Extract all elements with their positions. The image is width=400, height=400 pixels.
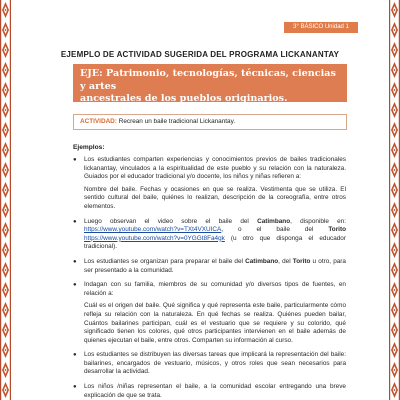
eje-line-1: EJE: Patrimonio, tecnologías, técnicas, ciencias y artes [80,68,336,92]
grade-unit-badge: 3° BÁSICO Unidad 1 [284,22,358,33]
decorative-border-left [0,0,11,400]
list-item-detail: Cuál es el origen del baile. Qué significa y qué representa este baile, particularmente cómo refleja su relación con la naturaleza. En qué fechas se realiza. Quiénes pueden bailar, Cuántos bailarines participan, cuál es el vestuario que se requiere y su colorido, qué significado tienen los colores, qué otros participantes intervienen en el baile además de quienes ejecutan el baile, entre otros. Comparten su información al curso. [84,302,346,344]
activity-box [73,114,347,130]
examples-heading: Ejemplos: [73,144,105,151]
list-item: ● Los estudiantes comparten experiencias y conocimientos previos de bailes tradicionales lickanantay, vinculados a la espiritualidad de este pueblo y su relación con la naturaleza. Guiados por el educador tradicional y/o docente, los niños y niñas refieren a: [73,156,346,181]
bullet-icon: ● [73,218,77,225]
bullet-icon: ● [73,352,77,359]
decorative-border-right [389,0,400,400]
video-link-catimbano[interactable]: https://www.youtube.com/watch?v=TXt4VXUICA [84,226,222,234]
eje-line-2: ancestrales de los pueblos originarios. [80,93,288,104]
examples-list [73,156,346,400]
activity-label: ACTIVIDAD: [80,118,117,125]
document-title: EJEMPLO DE ACTIVIDAD SUGERIDA DEL PROGRAMA LICKANANTAY [60,50,340,59]
list-item: ● Indagan con su familia, miembros de su comunidad y/o diversos tipos de fuentes, en relación a: [73,281,346,297]
bullet-icon: ● [73,282,77,289]
list-item: ● Los estudiantes se organizan para preparar el baile del Catimbano, del Torito u otro, para ser presentado a la comunidad. [73,257,346,274]
bullet-icon: ● [73,258,77,265]
list-item: ● Luego observan el video sobre el baile del Catimbano, disponible en: https://www.youtube.com/watch?v=TXt4VXUICA, o el baile del Torito https://www.youtube.com/watch?v=0YGGt8Fa4gk (u otro que disponga el educador tradicional). [73,217,346,251]
list-item-detail: Nombre del baile. Fechas y ocasiones en que se realiza. Vestimenta que se utiliza. El sentido cultural del baile, quiénes lo realizan, descripción de la coreografía, entre otros elementos. [84,185,346,210]
bullet-icon: ● [73,157,77,163]
video-link-torito[interactable]: https://www.youtube.com/watch?v=0YGGt8Fa4gk [84,234,225,242]
eje-banner [73,64,347,102]
list-item: ● Los estudiantes se distribuyen las diversas tareas que implicará la representación del baile: bailarines, encargados de vestuario, músicos, y otros roles que sean necesarios para desarrollar la actividad. [73,351,346,376]
bullet-icon: ● [73,384,77,391]
list-item: ● Los niños /niñas representan el baile, a la comunidad escolar entregando una breve explicación de que se trata. [73,383,346,399]
activity-text: Recrean un baile tradicional Lickanantay. [118,118,236,125]
